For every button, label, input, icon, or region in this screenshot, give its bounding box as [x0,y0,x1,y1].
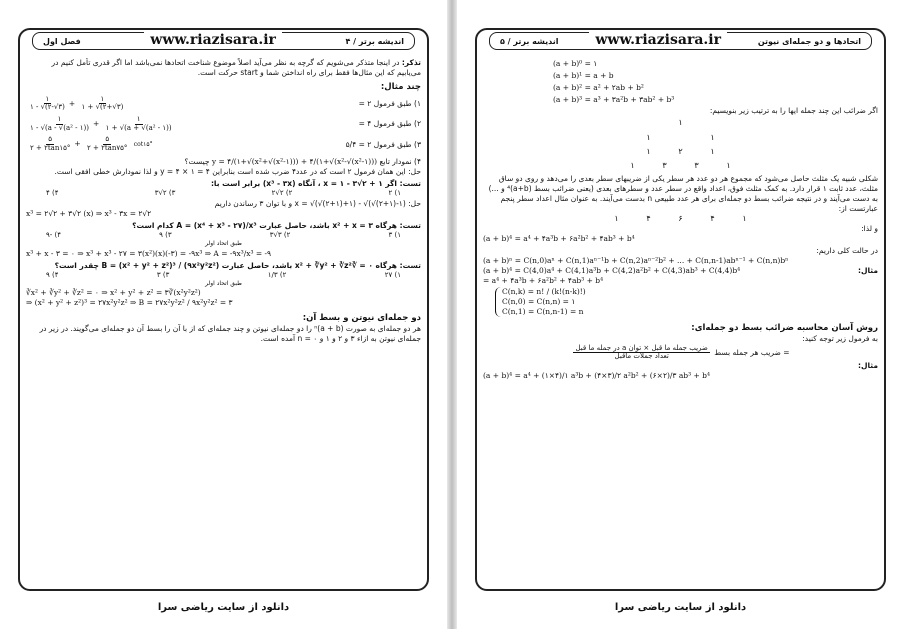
general-formula: (a + b)ⁿ = C(n,0)aⁿ + C(n,1)aⁿ⁻¹b + C(n,2)aⁿ⁻²b² + ... + C(n,n-1)abⁿ⁻¹ + C(n,n)bⁿ [483,256,789,266]
coeff-intro: اگر ضرائب این چند جمله ایها را به ترتیب زیر بنویسیم: [709,106,878,115]
case-row: C(n,k) = n! / (k!(n-k)!) [502,286,586,296]
left-header-page: ۴ / اندیشه برتر [345,36,404,46]
cases-wrap [483,287,878,317]
binomial-cases [495,287,586,317]
test-3-sol-label: طبق اتحاد اولر [205,280,242,288]
test-1: تست: اگر ۱ + ۲√۳ - ۱ = x ، آنگاه (x³ - ۳x) برابر است با: [210,179,421,189]
expansion-row: (a + b)³ = a³ + ۳a²b + ۳ab² + b³ [553,95,675,104]
expansion-row: (a + b)¹ = a + b [553,71,614,80]
example-result: = a⁴ + ۴a³b + ۶a²b² + ۴ab³ + b⁴ [483,276,604,286]
row-five-cell: ۱ [742,214,747,224]
book-fold [447,0,457,629]
example-4-expr: y = ۴/(۱+√(x²+√(x²-۱))) + ۴/(۱+√(x²-√(x²-۱))) [211,156,378,166]
example-label: مثال: [857,266,878,276]
easy-method-text: به فرمول زیر توجه کنید: [802,334,878,344]
expansions [483,58,878,106]
test-1-option[interactable]: ۴) ۴ [46,189,59,198]
triangle-cell: ۱ [678,118,683,128]
triangle-cell: ۲ [678,146,683,156]
test-2-sol-label: طبق اتحاد اولر [205,240,242,248]
binomial-title: دو جمله‌ای نیوتن و بسط آن: [302,312,421,323]
test-1-option[interactable]: ۲) ۲√۲ [271,189,293,198]
ex3-sub: cot۱۵° [133,141,153,149]
example-formula: (a + b)⁴ = C(4,0)a⁴ + C(4,1)a³b + C(4,2)a²b² + C(4,3)ab³ + C(4,4)b⁴ [483,266,741,276]
example-4 [26,157,421,167]
test-2-option[interactable]: ۳) ۹ [159,231,172,240]
triangle-cell: ۱ [646,132,651,142]
triangle-cell: ۱ [630,161,635,171]
test-3-options [26,271,421,280]
row-five-cell: ۴ [710,214,715,224]
example-2-formula: (a + b)⁴ = a⁴ + (۱×۴)/۱ a³b + (۴×۳)/۲ a²b² + (۶×۲)/۳ ab³ + b⁴ [483,371,710,380]
test-1-solution: حل: x = √(√(۲+۱)+۱) - √(√(۲+۱)-۱) و با توان ۳ رساندن داریم [214,198,421,208]
left-page [0,0,447,629]
triangle-cell: ۳ [662,161,667,171]
left-page-header [32,32,415,50]
examples-title: چند مثال: [380,82,421,93]
note-label: تذکر: [401,58,421,67]
general-label: در حالت کلی داریم: [816,246,878,256]
note [26,58,421,78]
example-1-label: ۱) طبق فرمول ۲ = [358,98,421,108]
test-3-solution-1: ∛x² + ∛y² + ∛z² = ۰ ⇒ x² + y² + z² = ۳∛(x²y²z²) [26,288,201,298]
ex2-frac-b: $\frac{۱}{\text{۱ + √(a + √(a² - ۱))}}$ [105,115,172,132]
right-page-header [489,32,872,50]
example-row [483,266,878,276]
expansion-row: (a + b)⁰ = ۱ [553,59,598,68]
triangle-cell: ۱ [726,161,731,171]
expansion-row: (a + b)² = a² + ۲ab + b² [553,83,644,92]
test-1-final: x³ = ۲√۲ + ۳√۲ (x) ⇒ x³ - ۳x = ۲√۲ [26,208,152,218]
binomial-text: هر دو جمله‌ای به صورت (a + b)ⁿ را دو جمله‌ای نیوتن و چند جمله‌ای که از با آن را بسط آن دو جمله‌ای می‌گویند. در زیر در جمله‌ای نیوتن به ازاء ۳ و ۲ و ۱ و ۰ = n آمده است. [39,324,421,344]
test-1-option[interactable]: ۳) ۲√۳ [154,189,176,198]
ex2-frac-a: $\frac{۱}{\text{۱ - √(a - √(a² - ۱))}}$ [30,115,89,132]
example-2: ۲) طبق فرمول ۴ = $\frac{۱}{\text{۱ - √(a - √(a² - ۱))}}$ + $\frac{۱}{\text{۱ + √(a + √(a² - ۱))}}$ [30,115,421,132]
left-header-chapter: فصل اول [43,36,81,46]
ex1-frac-b: $\frac{۱}{۱ + √(۲+√۳)}$ [81,94,124,112]
right-header-site[interactable]: www.riazisara.ir [589,32,727,48]
ex3-frac-a: $\frac{۵}{۲ + ۲\tan ۱۵^\circ}$ [30,135,71,153]
example-2-label: ۲) طبق فرمول ۴ = [358,119,421,129]
easy-formula-frac: $\frac{\text{ضریب جمله ما قبل × توان a در جمله ما قبل}}{\text{تعداد جملات ماقبل}}$ [575,343,708,361]
left-page-footer: دانلود از سایت ریاضی سرا [157,602,290,613]
example-2-label: مثال: [857,360,878,370]
test-3-option[interactable]: ۳) ۳ [156,270,170,279]
example-3: ۳) طبق فرمول ۲ = ۵/۴ $\frac{۵}{۲ + ۲\tan ۱۵^\circ}$ + $\frac{۵}{۲ + ۲\tan ۷۵^\circ}$ cot۱۵° [30,135,421,153]
test-2-option[interactable]: ۲) ۳√۳ [269,231,291,240]
case-row: C(n,0) = C(n,n) = ۱ [502,296,576,306]
example-4-tail: چیست؟ [184,156,210,166]
test-2: تست: هرگاه ۳ = x² + x باشد، حاصل عبارت A = (x⁴ + x³ - ۲۷)/x³ کدام است؟ [132,220,421,230]
right-page-content [483,58,878,585]
easy-method-title: روش آسان محاسبه ضرائب بسط دو جمله‌ای: [691,322,878,333]
test-3-option[interactable]: ۲) ۱/۳ [267,270,287,279]
right-header-chapter: اتحادها و دو جمله‌ای نیوتن [757,36,861,46]
example-1: ۱) طبق فرمول ۲ = $\frac{۱}{۱ - √(۲-√۳)}$ + $\frac{۱}{۱ + √(۲+√۳)}$ [30,94,421,112]
right-page-footer: دانلود از سایت ریاضی سرا [614,602,747,613]
left-header-site[interactable]: www.riazisara.ir [144,32,282,48]
test-1-option[interactable]: ۱) ۲ [388,189,401,198]
example-4-solution: حل: این همان فرمول ۲ است که در عدد۴ ضرب شده است بنابراین ۴ = ۱ × ۴ = y و لذا نمودارش خطی افقی است. [54,166,421,176]
row-five-cell: ۶ [678,214,683,224]
test-3-option[interactable]: ۱) ۲۷ [384,270,401,279]
test-1-options [26,189,421,198]
easy-formula-rhs: = ضریب هر جمله بسط [714,347,790,357]
example-4-label: ۴) نمودار تابع [379,156,421,166]
and-label: و لذا: [861,223,878,233]
right-header-page: اندیشه برتر / ۵ [500,36,559,46]
ex1-frac-a: $\frac{۱}{۱ - √(۲-√۳)}$ [30,94,65,112]
triangle-cell: ۱ [646,146,651,156]
test-3-option[interactable]: ۴) ۹ [46,270,59,279]
triangle-cell: ۱ [710,146,715,156]
test-3-solution-2: ⇒ (x² + y² + z²)³ = ۲۷x²y²z² ⇒ B = ۲۷x²y²z² / ۹x²y²z² = ۳ [26,298,233,308]
note-text: در اینجا متذکر می‌شویم که گرچه به نظر می‌آید اصلاً موضوع شناخت اتحادها نمی‌باشد اما اگر قدری تأمل کنیم در می‌یابیم که این مثال‌ها فقط برای راه انداختن شما و start حرکت است. [51,58,421,78]
test-3: تست: هرگاه ۰ = ∛x² + ∛y² + ∛z² باشد، حاصل عبارت B = (x² + y² + z²)³ / (۹x²y²z²) چقدر است؟ [54,260,421,270]
test-2-option[interactable]: ۱) ۳ [388,231,401,240]
expansion-4: (a + b)⁴ = a⁴ + ۴a³b + ۶a²b² + ۴ab³ + b⁴ [483,233,635,243]
triangle-cell: ۳ [694,161,699,171]
test-2-option[interactable]: ۴) -۹ [46,231,62,240]
left-page-content [26,58,421,585]
row-five-cell: ۴ [646,214,651,224]
right-page [457,0,904,629]
pascal-text: شکلی شبیه یک مثلث حاصل می‌شود که مجموع هر دو عدد هر سطر یکی از ضریبهای سطر بعدی را می‌دهد و روی دو ساق مثلث، عدد ثابت ۱ قرار دارد. به کمک مثلث فوق، اعداد واقع در سطر عدد و سطرهای بعدی (یعنی ضرائب بسط (a+b)⁴ و ...) به دست می‌آیند و در نتیجه ضرائب بسط دو جمله‌ای برای هر عدد طبیعی n بدست می‌آیند. به عنوان مثال اعداد سطر پنجم عبارتست از: [488,173,878,214]
triangle-cell: ۱ [710,132,715,142]
test-2-options [26,231,421,240]
row-five [483,214,878,224]
case-row: C(n,1) = C(n,n-1) = n [502,306,584,316]
ex3-frac-b: $\frac{۵}{۲ + ۲\tan ۷۵^\circ}$ [87,135,128,153]
test-2-solution: x³ + x - ۳ = ۰ ⇒ x³ + x³ - ۲۷ = ۳(x²)(x)(-۳) = -۹x³ ⇒ A = -۹x³/x³ = -۹ [26,248,272,258]
example-3-label: ۳) طبق فرمول ۲ = ۵/۴ [345,139,421,149]
pascal-triangle [483,116,878,174]
easy-formula [483,345,878,361]
row-five-cell: ۱ [614,214,619,224]
